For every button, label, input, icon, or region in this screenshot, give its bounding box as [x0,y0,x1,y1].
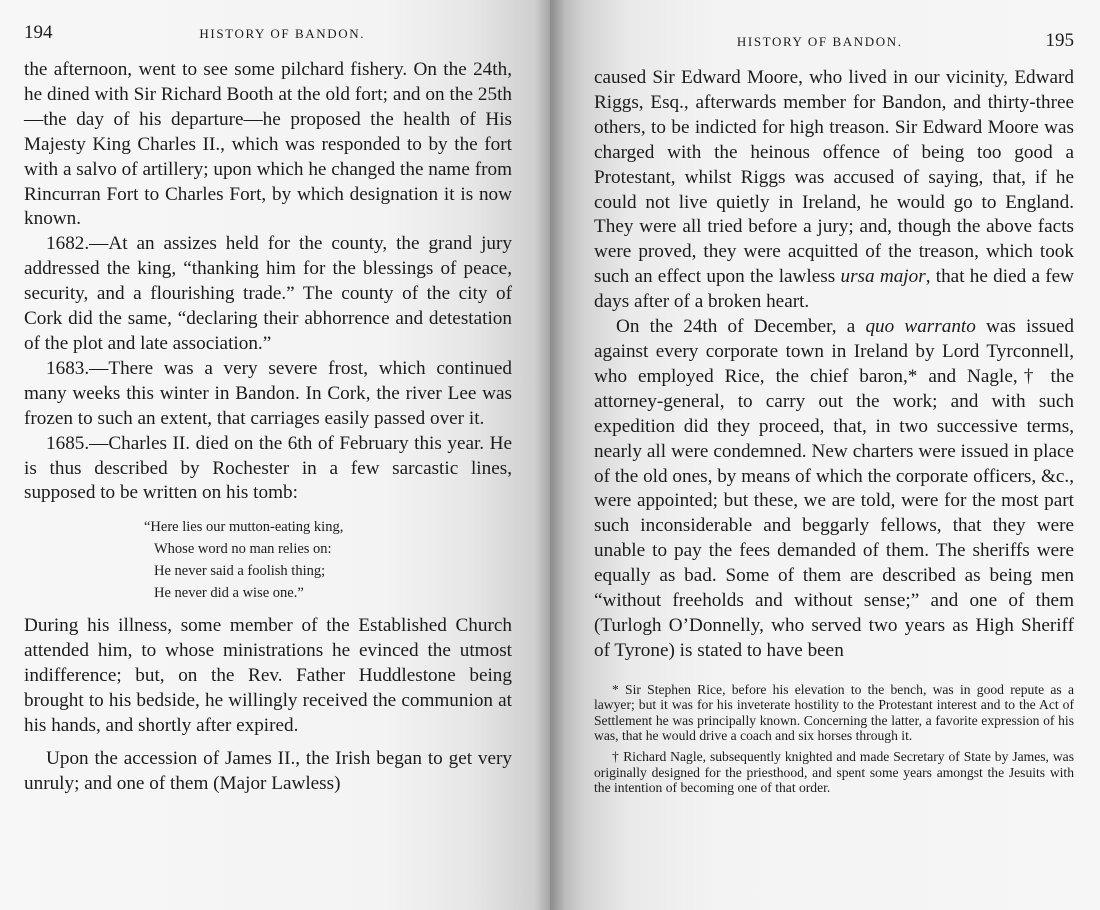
right-para1-italic: ursa major [840,266,926,288]
poem-line: Whose word no man relies on: [154,541,332,558]
right-para2-start: On the 24th of December, a [616,316,856,338]
left-page-number: 194 [24,22,53,43]
left-paragraph-james-ii: Upon the accession of James II., the Irish began to get very unruly; and one of them (Major Lawless) [24,747,512,794]
left-paragraph-1: the afternoon, went to see some pilchard fishery. On the 24th, he dined with Sir Richard Booth at the old fort; and on the 25th—the day of his departure—he proposed the health of His Majesty King Charles II., which was responded to by the fort with a salvo of artillery; upon which he changed the name from Rincurran Fort to Charles Fort, by which designation it is now known. [24,59,512,230]
left-running-title: HISTORY OF BANDON. [199,26,366,41]
right-para2-italic: quo warranto [865,316,976,338]
left-body-text [24,58,512,797]
right-running-head [594,30,1074,52]
left-paragraph-1683: 1683.—There was a very severe frost, which continued many weeks this winter in Bandon. In Cork, the river Lee was frozen to such an extent, that carriages easily passed over it. [24,357,512,429]
rochester-epitaph-poem [144,516,512,604]
poem-line: He never said a foolish thing; [154,563,326,580]
poem-line: “Here lies our mutton-eating king, [144,519,344,536]
right-paragraph-2 [594,315,1074,664]
footnote-nagle: † Richard Nagle, subsequently knighted and made Secretary of State by James, was originally designed for the priesthood, and spent some years amongst the Jesuits with the intention of becoming one of that order. [594,749,1074,796]
right-para1-text: caused Sir Edward Moore, who lived in our vicinity, Edward Riggs, Esq., afterwards member for Bandon, and thirty-three others, to be indicted for high treason. Sir Edward Moore was charged with the heinous offence of being too good a Protestant, whilst Riggs was accused of saying, that, if he could not live quietly in Ireland, he would go to England. They were all tried before a jury; and, though the above facts were proved, they were acquitted of the treason, which took such an effect upon the lawless [594,67,1074,288]
footnote-rice: * Sir Stephen Rice, before his elevation to the bench, was in good repute as a lawyer; but it was for his inveterate hostility to the Protestant interest and to the Act of Settlement he was principally known. Concerning the latter, a favorite expression of his was, that he would drive a coach and six horses through it. [594,681,1074,743]
left-paragraph-illness: During his illness, some member of the Established Church attended him, to whose ministrations he evinced the utmost indifference; but, on the Rev. Father Huddlestone being brought to his bedside, he willingly received the communion at his hands, and shortly after expired. [24,615,512,736]
right-page-number: 195 [1045,30,1074,51]
left-paragraph-1682: 1682.—At an assizes held for the county, the grand jury addressed the king, “thanking him for the blessings of peace, security, and a flourishing trade.” The county of the city of Cork did the same, “declaring their abhorrence and detestation of the plot and late association.” [24,233,512,354]
right-running-title: HISTORY OF BANDON. [736,34,903,49]
right-page [550,0,1100,910]
right-paragraph-1 [594,66,1074,315]
left-running-head [24,22,512,44]
right-para2-end: was issued against every corporate town in Ireland by Lord Tyrconnell, who employed Rice, the chief baron,* and Nagle,† the attorney-general, to carry out the work; and with such expedition did they proceed, that, in two successive terms, nearly all were condemned. New charters were issued in place of the old ones, by means of which the corporate officers, &c., were appointed; but these, we are told, were for the most part such inconsiderable and beggarly fellows, that they were unable to pay the fees demanded of them. The sheriffs were equally as bad. Some of them are described as being men “without freeholds and without sense;” and one of them (Turlogh O’Donnelly, who served two years as High Sheriff of Tyrone) is stated to have been [594,316,1075,661]
right-para1-end: , that he died a few days after of a broken heart. [594,266,1074,313]
footnotes [594,682,1074,796]
poem-line: He never did a wise one.” [154,585,304,602]
left-paragraph-1685: 1685.—Charles II. died on the 6th of February this year. He is thus described by Rochester in a few sarcastic lines, supposed to be written on his tomb: [24,432,512,504]
right-body-text [594,66,1074,664]
